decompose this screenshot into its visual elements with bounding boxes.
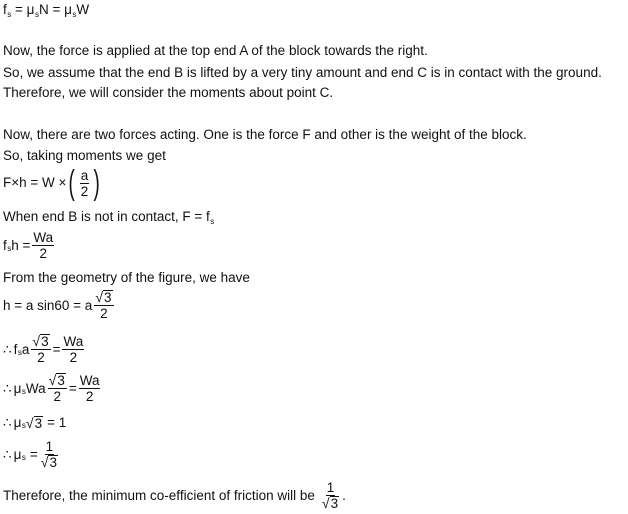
denominator: 2	[80, 183, 89, 199]
radical-sign: √	[321, 495, 330, 511]
radical-sign: √	[95, 289, 104, 305]
sqrt	[32, 334, 49, 348]
equals-mu: = μ	[15, 2, 35, 17]
radical-sign: √	[40, 454, 49, 470]
radicand: 3	[34, 416, 43, 431]
symbol-mu: μ	[13, 380, 22, 396]
eq-step2	[3, 373, 102, 404]
numerator: a	[80, 167, 89, 183]
contact-text: When end B is not in contact, F = f	[3, 209, 210, 224]
eq-step4	[3, 439, 61, 470]
eq-fs-h	[3, 230, 56, 261]
subscript-s: s	[210, 217, 215, 226]
paragraph2-line1: Now, there are two forces acting. One is the force F and other is the weight of the block.	[3, 127, 527, 142]
radical-sign: √	[32, 333, 41, 349]
fraction-wa-over-2	[62, 334, 84, 365]
therefore-symbol: ∴	[3, 446, 12, 462]
equals: =	[68, 380, 77, 396]
eq-step1	[3, 334, 86, 365]
fraction-1-over-root3	[321, 480, 340, 511]
fraction-wa-over-2	[79, 373, 101, 404]
h-lhs: h = a sin60 = a	[3, 297, 93, 313]
sqrt	[41, 455, 58, 469]
fraction-root3-over-2	[48, 373, 67, 404]
radical-sign: √	[48, 372, 57, 388]
denominator: 2	[37, 350, 45, 365]
radicand: 3	[330, 496, 339, 511]
paragraph1-line2: So, we assume that the end B is lifted by a very tiny amount and end C is in contact with the ground.	[3, 65, 602, 80]
symbol-mu: μ	[13, 446, 22, 462]
radical-sign: √	[25, 415, 34, 431]
h-equals: h =	[11, 237, 31, 253]
numerator: Wa	[63, 334, 84, 349]
subscript-s: s	[21, 386, 26, 396]
symbol-a: a	[21, 341, 30, 357]
symbol-f: f	[13, 341, 18, 357]
symbol-wa: Wa	[25, 380, 46, 396]
paragraph1-line1: Now, the force is applied at the top end A of the block towards the right.	[3, 43, 428, 58]
radicand: 3	[104, 290, 112, 305]
numerator	[94, 290, 113, 306]
eq-h	[3, 290, 116, 321]
fraction-a-over-2	[80, 168, 90, 199]
radicand: 3	[57, 373, 65, 388]
subscript-s: s	[17, 347, 22, 357]
sqrt	[322, 496, 339, 510]
denominator: 2	[100, 306, 108, 321]
numerator: 1	[326, 480, 335, 495]
denominator: 2	[39, 246, 48, 261]
subscript-s: s	[21, 452, 26, 462]
numerator: Wa	[33, 230, 54, 245]
sqrt	[26, 416, 43, 430]
radicand: 3	[49, 455, 57, 470]
fraction-1-over-root3	[40, 439, 59, 470]
conclusion-text: Therefore, the minimum co-efficient of friction will be	[3, 487, 315, 503]
n-equals-mu: N = μ	[38, 2, 72, 17]
denominator: 2	[53, 389, 61, 404]
equals: =	[52, 341, 61, 357]
symbol-w: W	[76, 2, 90, 17]
period: .	[342, 487, 346, 503]
sqrt	[49, 373, 66, 387]
numerator: 1	[45, 439, 54, 454]
eq-step3	[3, 415, 66, 431]
text-geometry: From the geometry of the figure, we have	[3, 270, 250, 285]
symbol-mu: μ	[13, 415, 22, 430]
equals: =	[29, 446, 38, 462]
therefore-symbol: ∴	[3, 341, 12, 357]
subscript-s: s	[72, 10, 77, 19]
right-paren: )	[93, 164, 101, 202]
equals-one: = 1	[47, 415, 67, 430]
left-paren: (	[68, 164, 76, 202]
conclusion	[3, 480, 346, 511]
symbol-f: f	[3, 2, 7, 17]
symbol-f: f	[3, 237, 7, 253]
therefore-symbol: ∴	[3, 380, 12, 396]
therefore-symbol: ∴	[3, 415, 12, 430]
subscript-s: s	[7, 10, 12, 19]
moment-lhs: F×h = W ×	[3, 175, 67, 190]
subscript-s: s	[21, 421, 26, 430]
denominator: 2	[85, 389, 94, 404]
text-contact	[3, 209, 214, 227]
paragraph2-line2: So, taking moments we get	[3, 148, 166, 163]
eq-moment	[3, 166, 103, 200]
denominator	[40, 455, 59, 470]
radicand: 3	[41, 334, 49, 349]
subscript-s: s	[7, 243, 12, 253]
denominator: 2	[69, 350, 78, 365]
numerator	[48, 373, 67, 389]
numerator: Wa	[79, 373, 100, 388]
eq-friction	[3, 2, 89, 20]
sqrt	[95, 290, 112, 304]
fraction-root3-over-2	[31, 334, 50, 365]
fraction-root3-over-2	[94, 290, 113, 321]
fraction-wa-over-2	[32, 230, 54, 261]
denominator	[321, 496, 340, 511]
paragraph1-line3: Therefore, we will consider the moments about point C.	[3, 85, 334, 100]
subscript-s: s	[34, 10, 39, 19]
numerator	[31, 334, 50, 350]
